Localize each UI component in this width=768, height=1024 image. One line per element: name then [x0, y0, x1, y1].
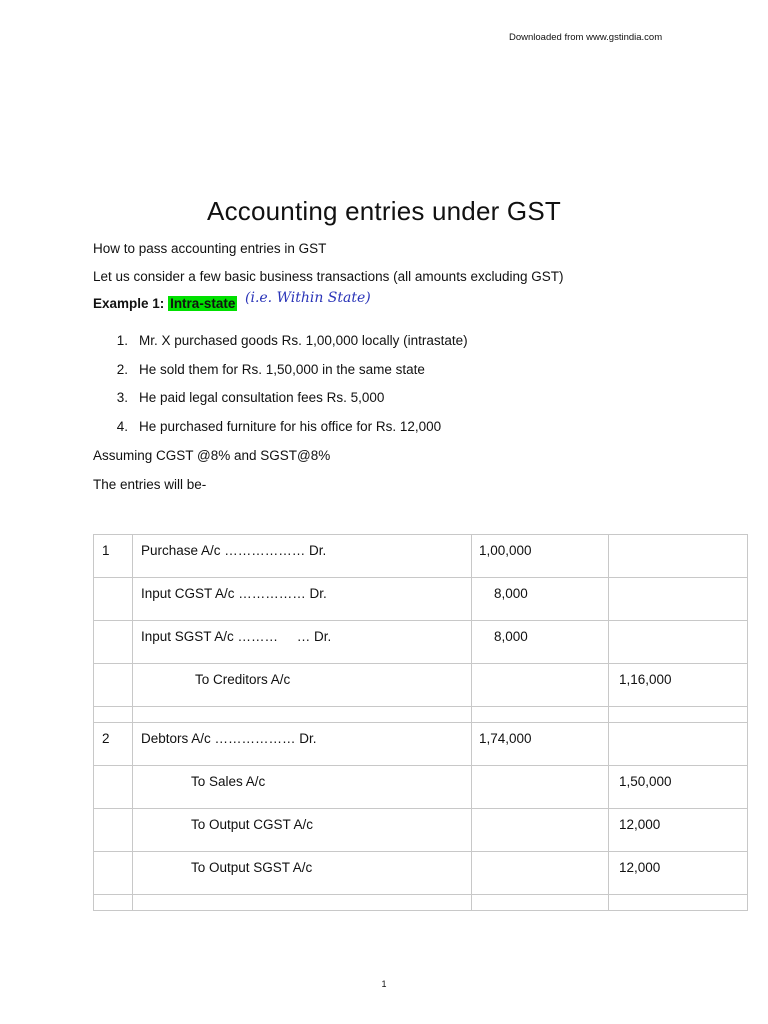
entry-number: 1 — [102, 543, 110, 558]
debit-cell: 1,00,000 — [479, 543, 532, 558]
account-cell: To Sales A/c — [191, 774, 266, 789]
credit-cell — [609, 578, 747, 586]
journal-entries-table — [93, 534, 748, 911]
account-cell: Debtors A/c ……………… Dr. — [141, 731, 317, 746]
document-title: Accounting entries under GST — [207, 196, 561, 226]
credit-cell — [609, 723, 747, 731]
table-row — [94, 766, 748, 809]
table-row — [94, 809, 748, 852]
account-cell: Purchase A/c ……………… Dr. — [141, 543, 327, 558]
intro-line-2: Let us consider a few basic business transactions (all amounts excluding GST) — [93, 269, 564, 284]
debit-cell — [472, 664, 608, 672]
intro-line-1: How to pass accounting entries in GST — [93, 241, 327, 256]
example-label: Example 1: — [93, 296, 165, 311]
debit-cell: 1,74,000 — [479, 731, 532, 746]
credit-cell: 1,16,000 — [619, 672, 672, 687]
debit-cell: 8,000 — [494, 629, 528, 644]
account-cell: To Creditors A/c — [195, 672, 291, 687]
debit-cell: 8,000 — [494, 586, 528, 601]
table-row — [94, 535, 748, 578]
example-heading — [93, 296, 237, 311]
account-cell: To Output SGST A/c — [191, 860, 313, 875]
debit-cell — [472, 852, 608, 860]
debit-cell — [472, 809, 608, 817]
entries-intro: The entries will be- — [93, 477, 207, 492]
table-row — [94, 578, 748, 621]
assumption-text: Assuming CGST @8% and SGST@8% — [93, 448, 331, 463]
example-highlight: Intra-state — [170, 296, 236, 311]
table-row — [94, 723, 748, 766]
page-number: 1 — [381, 979, 387, 989]
entry-number: 2 — [102, 731, 110, 746]
account-cell: Input SGST A/c ……… … Dr. — [141, 629, 332, 644]
account-cell: To Output CGST A/c — [191, 817, 314, 832]
table-row — [94, 621, 748, 664]
download-source-note: Downloaded from www.gstindia.com — [509, 32, 663, 43]
account-cell: Input CGST A/c …………… Dr. — [141, 586, 327, 601]
table-row — [94, 707, 748, 723]
credit-cell: 12,000 — [619, 817, 661, 832]
credit-cell: 1,50,000 — [619, 774, 672, 789]
credit-cell: 12,000 — [619, 860, 661, 875]
credit-cell — [609, 535, 747, 543]
table-row — [94, 852, 748, 895]
table-row — [94, 895, 748, 911]
table-row — [94, 664, 748, 707]
handwritten-note: (i.e. Within State) — [245, 290, 371, 306]
debit-cell — [472, 766, 608, 774]
credit-cell — [609, 621, 747, 629]
